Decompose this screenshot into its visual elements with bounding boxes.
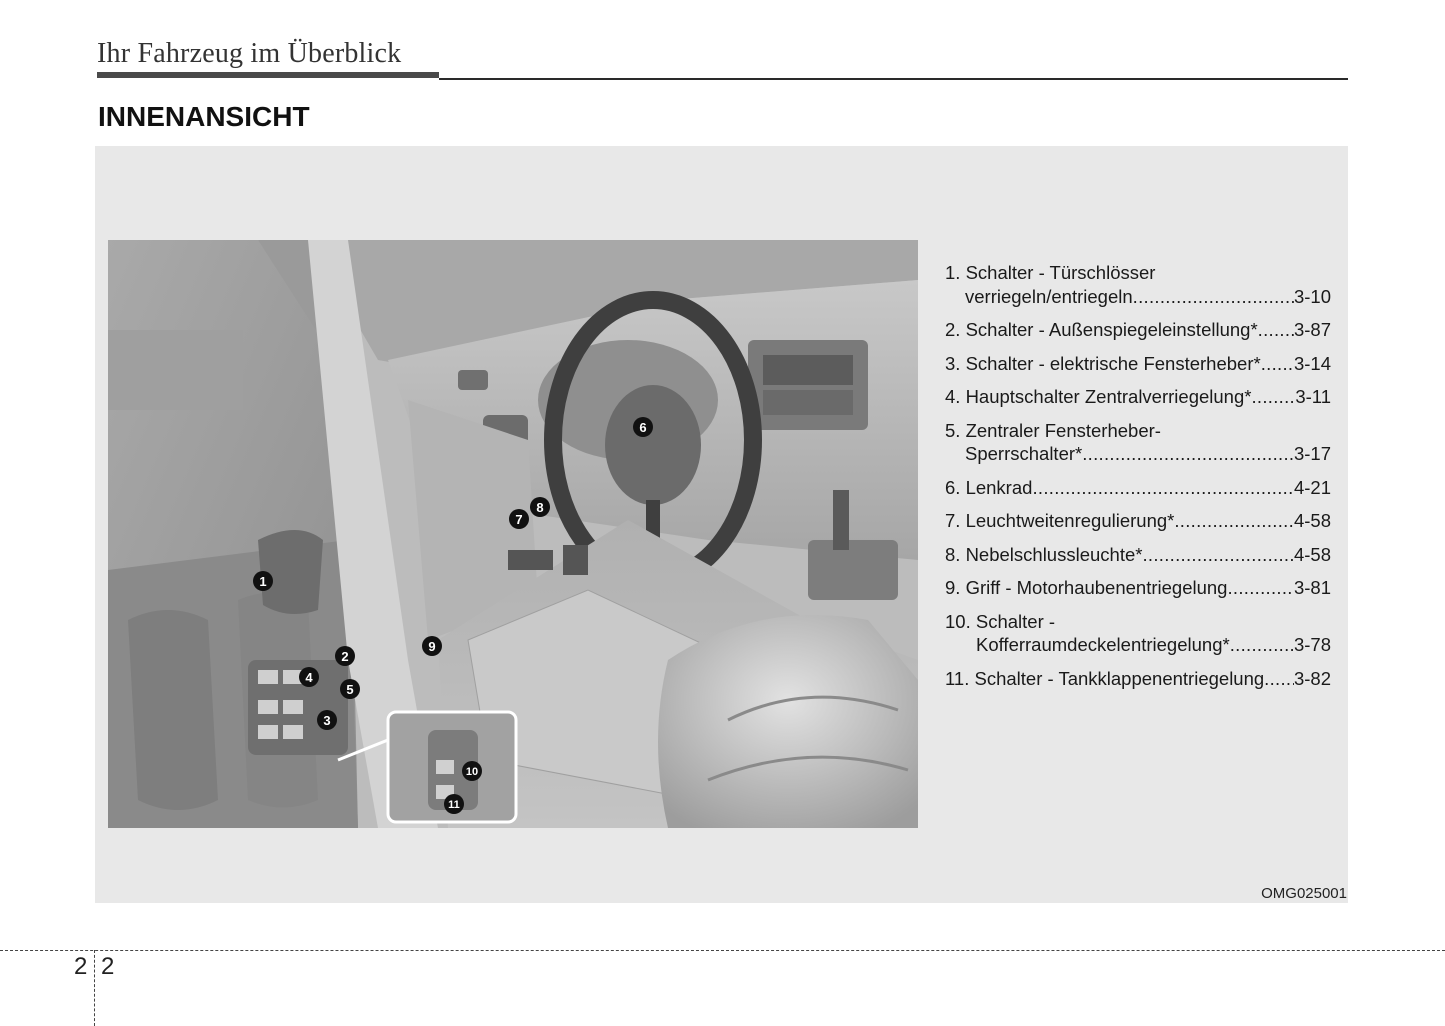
svg-text:5: 5 xyxy=(346,682,354,697)
legend-item-4-page: 3-11 xyxy=(1295,386,1331,407)
legend-item-1-page: 3-10 xyxy=(1293,285,1331,307)
legend-item-10-text: Kofferraumdeckelentriegelung* xyxy=(976,634,1230,655)
legend-item-9 xyxy=(945,576,1331,600)
callout-5 xyxy=(340,679,360,699)
chapter-title: Ihr Fahrzeug im Überblick xyxy=(97,38,402,69)
legend-item-10-row xyxy=(945,633,1331,657)
svg-text:2: 2 xyxy=(341,649,349,664)
legend-item-7-page: 4-58 xyxy=(1293,510,1331,531)
leader-dots xyxy=(1258,318,1294,342)
image-code: OMG025001 xyxy=(1261,885,1347,902)
legend-item-5-text: Sperrschalter* xyxy=(965,443,1083,464)
legend-item-6-text: 6. Lenkrad xyxy=(945,476,1033,498)
legend-item-8-row xyxy=(945,543,1331,567)
leader-dots xyxy=(1082,442,1294,466)
legend-item-8-text: 8. Nebelschlussleuchte* xyxy=(945,543,1143,565)
legend-item-8-page: 4-58 xyxy=(1293,543,1331,565)
legend-item-5 xyxy=(945,419,1331,466)
legend-item-5-row xyxy=(945,442,1331,466)
legend-item-1 xyxy=(945,261,1331,308)
legend-item-11-row xyxy=(945,667,1331,691)
legend-item-2 xyxy=(945,318,1331,342)
callout-8 xyxy=(530,497,550,517)
legend-item-7-text: 7. Leuchtweitenregulierung* xyxy=(945,510,1175,531)
legend-item-1-row xyxy=(945,285,1331,309)
legend-item-6-page: 4-21 xyxy=(1293,476,1331,498)
legend-item-11-text: 11. Schalter - Tankklappenentriegelung xyxy=(945,667,1265,689)
leader-dots xyxy=(1264,667,1294,691)
legend-item-1-line1: 1. Schalter - Türschlösser xyxy=(945,262,1156,283)
callout-4 xyxy=(299,667,319,687)
legend-item-7 xyxy=(945,509,1331,533)
legend-item-6 xyxy=(945,476,1331,500)
legend-item-9-text: 9. Griff - Motorhaubenentriegelung xyxy=(945,577,1228,598)
leader-dots xyxy=(1251,385,1295,409)
legend-item-7-row xyxy=(945,509,1331,533)
header-rule-thin xyxy=(439,78,1348,80)
leader-dots xyxy=(1174,509,1294,533)
legend-item-4 xyxy=(945,385,1331,409)
legend-item-10-page: 3-78 xyxy=(1293,634,1331,655)
legend-item-5-line1: 5. Zentraler Fensterheber- xyxy=(945,419,1161,441)
svg-text:4: 4 xyxy=(305,670,313,685)
leader-dots xyxy=(1133,285,1294,309)
legend-item-3-row xyxy=(945,352,1331,376)
legend-item-3-text: 3. Schalter - elektrische Fensterheber* xyxy=(945,352,1261,374)
legend-item-3 xyxy=(945,352,1331,376)
svg-text:8: 8 xyxy=(536,500,544,515)
leader-dots xyxy=(1261,352,1294,376)
callout-3 xyxy=(317,710,337,730)
legend-item-2-row xyxy=(945,318,1331,342)
callout-9 xyxy=(422,636,442,656)
leader-dots xyxy=(1227,576,1294,600)
footer-dashed-line xyxy=(0,950,1445,951)
svg-text:10: 10 xyxy=(465,766,479,778)
leader-dots xyxy=(1142,543,1294,567)
legend-item-8 xyxy=(945,543,1331,567)
svg-text:9: 9 xyxy=(428,639,436,654)
legend-item-10 xyxy=(945,610,1331,657)
legend-item-4-row xyxy=(945,385,1331,409)
svg-text:1: 1 xyxy=(259,574,267,589)
svg-text:3: 3 xyxy=(323,713,331,728)
section-title: INNENANSICHT xyxy=(98,101,310,132)
legend-item-11-page: 3-82 xyxy=(1293,667,1331,689)
legend-item-4-text: 4. Hauptschalter Zentralverriegelung* xyxy=(945,386,1252,407)
callout-10 xyxy=(462,761,482,781)
legend-item-9-page: 3-81 xyxy=(1293,577,1331,598)
legend-item-2-text: 2. Schalter - Außenspiegeleinstellung* xyxy=(945,319,1258,340)
legend-list xyxy=(945,261,1331,700)
svg-text:7: 7 xyxy=(515,512,523,527)
header-rule-thick xyxy=(97,72,439,78)
callout-6 xyxy=(633,417,653,437)
leader-dots xyxy=(1032,476,1294,500)
leader-dots xyxy=(1230,633,1294,657)
page-number: 2 xyxy=(101,953,115,980)
legend-item-11 xyxy=(945,667,1331,691)
legend-item-9-row xyxy=(945,576,1331,600)
legend-item-2-page: 3-87 xyxy=(1293,319,1331,340)
legend-item-10-line1: 10. Schalter - xyxy=(945,610,1056,632)
svg-text:11: 11 xyxy=(448,799,460,811)
callout-11 xyxy=(444,794,464,814)
callout-1 xyxy=(253,571,273,591)
legend-item-1-text: verriegeln/entriegeln xyxy=(965,285,1133,307)
callout-2 xyxy=(335,646,355,666)
legend-item-6-row xyxy=(945,476,1331,500)
legend-item-3-page: 3-14 xyxy=(1293,352,1331,374)
callout-7 xyxy=(509,509,529,529)
interior-illustration xyxy=(108,240,918,828)
page-chapter-number: 2 xyxy=(74,953,88,980)
svg-text:6: 6 xyxy=(639,420,647,435)
footer-dashed-divider xyxy=(94,950,95,1026)
legend-item-5-page: 3-17 xyxy=(1293,443,1331,464)
